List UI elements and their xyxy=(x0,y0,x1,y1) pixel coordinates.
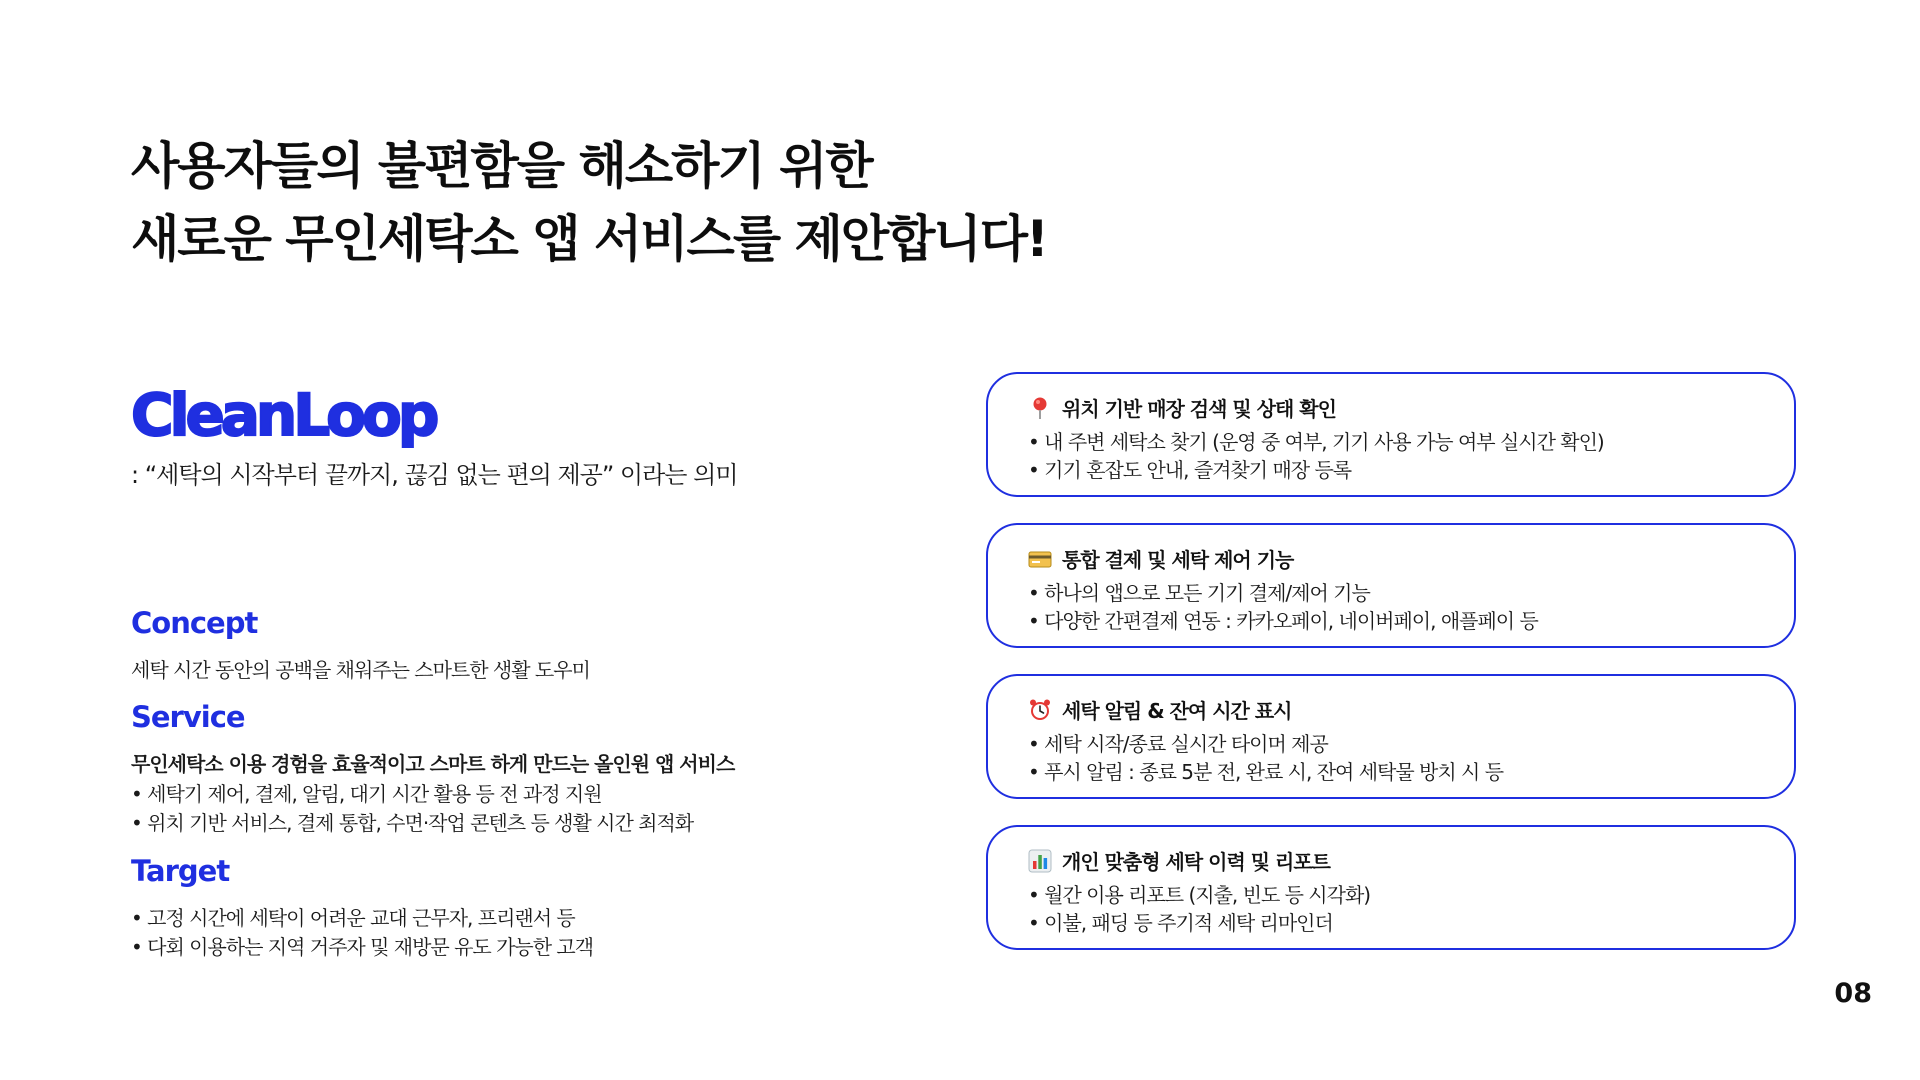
feature-card-line-2: • 다양한 간편결제 연동 : 카카오페이, 네이버페이, 애플페이 등 xyxy=(1028,609,1538,633)
feature-card-line-2: • 푸시 알림 : 종료 5분 전, 완료 시, 잔여 세탁물 방치 시 등 xyxy=(1028,760,1504,784)
feature-card-line-1: • 하나의 앱으로 모든 기기 결제/제어 기능 xyxy=(1028,581,1370,605)
feature-card-title-text: 위치 기반 매장 검색 및 상태 확인 xyxy=(1062,397,1336,421)
target-line-1: • 고정 시간에 세탁이 어려운 교대 근무자, 프리랜서 등 xyxy=(131,906,575,930)
service-line-1: • 세탁기 제어, 결제, 알림, 대기 시간 활용 등 전 과정 지원 xyxy=(131,782,602,806)
service-line-2: • 위치 기반 서비스, 결제 통합, 수면·작업 콘텐츠 등 생활 시간 최적화 xyxy=(131,811,694,835)
feature-card-line-2: • 기기 혼잡도 안내, 즐겨찾기 매장 등록 xyxy=(1028,458,1352,482)
service-title: Service xyxy=(131,700,245,734)
feature-card-title-text: 세탁 알림 & 잔여 시간 표시 xyxy=(1062,699,1292,723)
feature-card-alarm xyxy=(986,674,1796,799)
feature-card-line-2: • 이불, 패딩 등 주기적 세탁 리마인더 xyxy=(1028,911,1333,935)
concept-title: Concept xyxy=(131,606,258,640)
alarm-clock-icon xyxy=(1028,698,1052,722)
headline xyxy=(131,130,1047,276)
target-title: Target xyxy=(131,854,230,888)
feature-card-line-1: • 내 주변 세탁소 찾기 (운영 중 여부, 기기 사용 가능 여부 실시간 확인) xyxy=(1028,430,1604,454)
headline-line-1: 사용자들의 불편함을 해소하기 위한 xyxy=(131,137,872,195)
credit-card-icon xyxy=(1028,547,1052,571)
target-line-2: • 다회 이용하는 지역 거주자 및 재방문 유도 가능한 고객 xyxy=(131,935,594,959)
cleanloop-logo: CleanLoop xyxy=(131,381,436,449)
feature-card-line-1: • 세탁 시작/종료 실시간 타이머 제공 xyxy=(1028,732,1328,756)
feature-card-line-1: • 월간 이용 리포트 (지출, 빈도 등 시각화) xyxy=(1028,883,1371,907)
feature-card-title xyxy=(1028,846,1330,875)
feature-card-payment xyxy=(986,523,1796,648)
feature-card-title xyxy=(1028,393,1336,422)
feature-card-location xyxy=(986,372,1796,497)
feature-card-title-text: 개인 맞춤형 세탁 이력 및 리포트 xyxy=(1062,850,1330,874)
concept-line: 세탁 시간 동안의 공백을 채워주는 스마트한 생활 도우미 xyxy=(131,658,590,682)
feature-card-title xyxy=(1028,695,1291,724)
feature-card-report xyxy=(986,825,1796,950)
logo-meaning: : “세탁의 시작부터 끝까지, 끊김 없는 편의 제공” 이라는 의미 xyxy=(131,461,738,489)
feature-card-title-text: 통합 결제 및 세탁 제어 기능 xyxy=(1062,548,1294,572)
feature-card-title xyxy=(1028,544,1293,573)
bar-chart-icon xyxy=(1028,849,1052,873)
headline-line-2: 새로운 무인세탁소 앱 서비스를 제안합니다! xyxy=(131,210,1047,268)
service-summary: 무인세탁소 이용 경험을 효율적이고 스마트 하게 만드는 올인원 앱 서비스 xyxy=(131,752,735,776)
pin-icon xyxy=(1028,396,1052,420)
page-number: 08 xyxy=(1834,978,1872,1009)
